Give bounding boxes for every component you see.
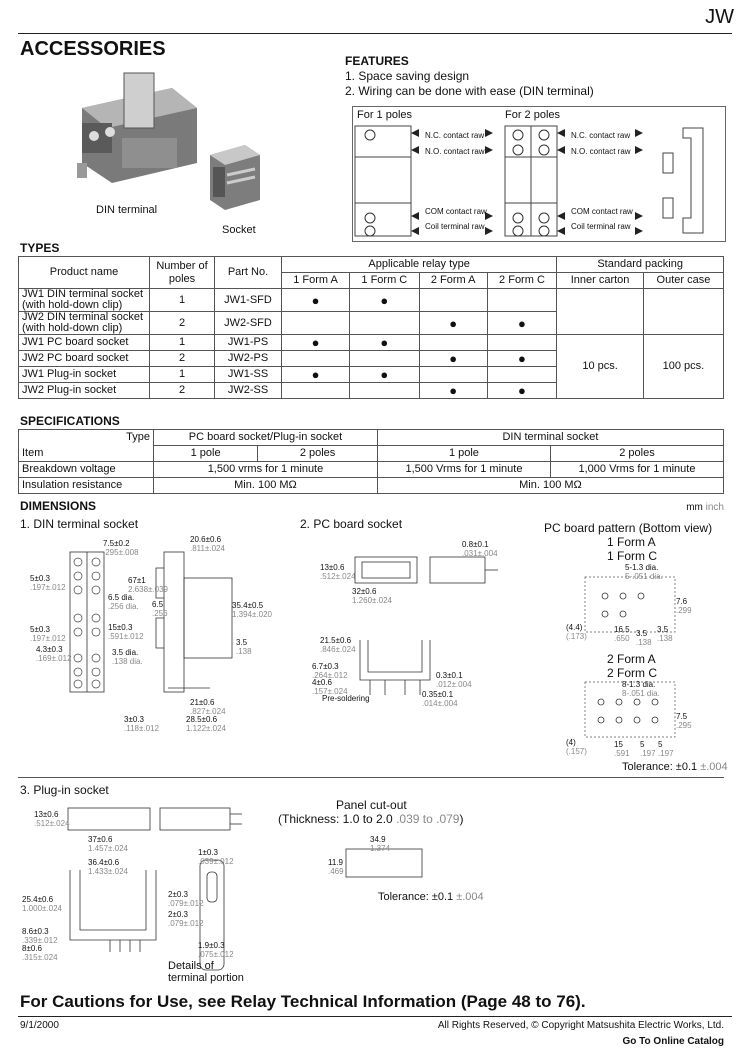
pat-a1: 5-1.3 dia. 5-.051 dia. [625,563,663,581]
online-catalog-link[interactable]: Go To Online Catalog [622,1036,724,1047]
fig2-title: 2. PC board socket [300,517,403,531]
header-rule [18,33,732,34]
features-title: FEATURES [345,54,409,68]
types-poles-cell: 1 [150,335,215,351]
spec-breakdown-din1: 1,500 Vrms for 1 minute [377,462,550,478]
spec-breakdown-label: Breakdown voltage [19,462,154,478]
no-label-2: N.O. contact raw [571,147,631,156]
pat-a3: (4.4) (.173) [566,623,587,641]
types-part-cell: JW2-SS [215,383,282,399]
din-terminal-label: DIN terminal [96,204,158,216]
spec-item-label: Item [19,446,154,462]
spec-pc-1pole: 1 pole [154,446,258,462]
spec-type-label: Type [19,430,154,446]
specs-table [18,429,724,494]
types-packing-blank [643,289,723,335]
types-dot-cell [282,312,350,335]
footer-copyright: All Rights Reserved, © Copyright Matsushita Electric Works, Ltd. [437,1020,724,1031]
types-dot-cell: ● [487,312,557,335]
types-poles-cell: 1 [150,367,215,383]
pat-a4: 16.5 .650 [614,625,630,643]
types-dot-cell [350,383,420,399]
types-dot-cell: ● [419,351,487,367]
pat-b1: 8-1.3 dia. 8-.051 dia. [622,680,660,698]
din-d1: 7.5±0.2 .295±.008 [103,539,139,557]
units-legend [686,502,724,513]
coil-label-1: Coil terminal raw [425,222,485,231]
pat-b2: 7.5 .295 [676,712,692,730]
footer-date: 9/1/2000 [20,1020,59,1031]
pc-p4: 21.5±0.6 .846±.024 [320,636,356,654]
types-poles-cell: 2 [150,351,215,367]
no-label-1: N.O. contact raw [425,147,485,156]
din-d11: 3.5 dia. .138 dia. [112,648,143,666]
spec-din-2poles: 2 poles [550,446,723,462]
types-dot-cell [487,367,557,383]
nc-label-2: N.C. contact raw [571,131,631,140]
din-d15: 28.5±0.6 1.122±.024 [186,715,226,733]
pc-p1: 0.8±0.1 .031±.004 [462,540,498,558]
pat-a6: 3.5 .138 [657,625,673,643]
panel-thickness: (Thickness: 1.0 to 2.0 .039 to .079) [278,812,464,826]
types-part-cell: JW2-PS [215,351,282,367]
types-dot-cell: ● [487,383,557,399]
pat-a5: 3.5 .138 [636,629,652,647]
spec-pc-2poles: 2 poles [258,446,378,462]
types-product-cell: JW2 PC board socket [19,351,150,367]
pattern-title: PC board pattern (Bottom view) [544,521,713,535]
din-d6: 6.5 .256 [152,600,168,618]
pc-p6: 4±0.6 .157±.024 [312,678,348,696]
spec-insulation-din: Min. 100 MΩ [377,478,723,494]
socket-image [205,135,265,215]
fig3-title: 3. Plug-in socket [20,783,109,797]
types-row [19,289,724,312]
types-part-cell: JW1-SFD [215,289,282,312]
th-poles: Number of poles [150,257,215,289]
com-label-1: COM contact raw [425,207,487,216]
coil-label-2: Coil terminal raw [571,222,631,231]
types-dot-cell: ● [282,289,350,312]
types-inner-carton: 10 pcs. [557,335,644,399]
fig1-title: 1. DIN terminal socket [20,517,139,531]
types-outer-case: 100 pcs. [643,335,723,399]
spec-din-group: DIN terminal socket [377,430,723,446]
plug-s1: 13±0.6 .512±.024 [34,810,70,828]
types-poles-cell: 2 [150,312,215,335]
th-1a: 1 Form A [282,273,350,289]
types-dot-cell [282,351,350,367]
panel-title: Panel cut-out [336,798,407,812]
plug-s5: 8.6±0.3 .339±.012 [22,927,58,945]
din-d4: 5±0.3 .197±.012 [30,574,66,592]
th-part: Part No. [215,257,282,289]
types-product-cell: JW1 DIN terminal socket (with hold-down clip) [19,289,150,312]
pattern-2c: 2 Form C [607,666,658,680]
pat-b3: (4) (.157) [566,738,587,756]
pc-p8: 0.35±0.1 .014±.004 [422,690,458,708]
types-dot-cell [350,351,420,367]
types-table [18,256,724,399]
details-label: Details of terminal portion [168,960,244,984]
dimensions-title: DIMENSIONS [20,499,97,513]
spec-breakdown-pc: 1,500 vrms for 1 minute [154,462,378,478]
pattern-2a: 2 Form A [607,652,656,666]
din-d5: 6.5 dia. .256 dia. [108,593,139,611]
pat-b5: 5 .197 [640,740,656,758]
one-pole-title: For 1 poles [357,109,413,121]
panel-tolerance: Tolerance: ±0.1 ±.004 [378,891,484,903]
socket-label: Socket [222,224,256,236]
types-poles-cell: 2 [150,383,215,399]
types-dot-cell: ● [350,367,420,383]
wiring-diagram [352,106,726,242]
features-list [345,69,594,99]
header-code: JW [705,6,734,28]
plug-s8: 2±0.3 .079±.012 [168,890,204,908]
din-d13: 21±0.6 .827±.024 [190,698,226,716]
din-d2: 20.6±0.6 .811±.024 [190,535,225,553]
cautions-note: For Cautions for Use, see Relay Technical Information (Page 48 to 76). [20,992,586,1011]
th-outer: Outer case [643,273,723,289]
footer-rule [18,1016,732,1017]
types-packing-blank [557,289,644,335]
din-terminal-image [62,68,202,203]
din-d9: 15±0.3 .591±.012 [108,623,144,641]
pc-p5: 6.7±0.3 .264±.012 [312,662,348,680]
th-2c: 2 Form C [487,273,557,289]
nc-label-1: N.C. contact raw [425,131,485,140]
din-d3: 67±1 2.638±.039 [128,576,168,594]
plug-s9: 2±0.3 .079±.012 [168,910,204,928]
din-d14: 3±0.3 .118±.012 [124,715,159,733]
din-d12: 3.5 .138 [236,638,252,656]
types-row [19,335,724,351]
types-dot-cell [487,335,557,351]
types-poles-cell: 1 [150,289,215,312]
types-dot-cell [419,289,487,312]
two-pole-title: For 2 poles [505,109,561,121]
types-dot-cell [419,335,487,351]
types-product-cell: JW1 Plug-in socket [19,367,150,383]
th-packing: Standard packing [557,257,724,273]
types-dot-cell: ● [350,335,420,351]
types-product-cell: JW2 DIN terminal socket (with hold-down clip) [19,312,150,335]
spec-insulation-label: Insulation resistance [19,478,154,494]
th-2a: 2 Form A [419,273,487,289]
spec-breakdown-din2: 1,000 Vrms for 1 minute [550,462,723,478]
types-dot-cell: ● [487,351,557,367]
plug-s10: 1.9±0.3 .075±.012 [198,941,234,959]
spec-insulation-pc: Min. 100 MΩ [154,478,378,494]
plug-s6: 8±0.6 .315±.024 [22,944,58,962]
din-d10: 4.3±0.3 .169±.012 [36,645,72,663]
plug-s7: 1±0.3 .039±.012 [198,848,234,866]
types-dot-cell [487,289,557,312]
wiring-schematic [353,123,725,241]
pc-p3: 32±0.6 1.260±.024 [352,587,392,605]
th-1c: 1 Form C [350,273,420,289]
types-dot-cell [350,312,420,335]
types-part-cell: JW1-PS [215,335,282,351]
th-inner: Inner carton [557,273,644,289]
panel-h: 11.9 .469 [328,858,344,876]
types-dot-cell [419,367,487,383]
pattern-1c: 1 Form C [607,549,658,563]
types-product-cell: JW2 Plug-in socket [19,383,150,399]
types-product-cell: JW1 PC board socket [19,335,150,351]
units-inch: inch [705,502,724,513]
feature-item: 2. Wiring can be done with ease (DIN terminal) [345,84,594,98]
types-dot-cell: ● [282,367,350,383]
pat-b6: 5 .197 [658,740,674,758]
units-mm: mm [686,502,703,513]
divider [18,777,724,778]
types-dot-cell: ● [419,312,487,335]
din-d7: 35.4±0.5 1.394±.020 [232,601,272,619]
pat-a2: 7.6 .299 [676,597,692,615]
plug-s4: 25.4±0.6 1.000±.024 [22,895,62,913]
types-part-cell: JW1-SS [215,367,282,383]
spec-din-1pole: 1 pole [377,446,550,462]
types-dot-cell: ● [419,383,487,399]
pat-b4: 15 .591 [614,740,630,758]
presoldering-label: Pre-soldering [322,694,370,703]
types-part-cell: JW2-SFD [215,312,282,335]
panel-w: 34.9 1.374 [370,835,391,853]
pc-p7: 0.3±0.1 .012±.004 [436,671,472,689]
din-d8: 5±0.3 .197±.012 [30,625,66,643]
accessories-title: ACCESSORIES [20,38,166,60]
th-product: Product name [19,257,150,289]
th-relay-type: Applicable relay type [282,257,557,273]
pattern-1a: 1 Form A [607,535,656,549]
feature-item: 1. Space saving design [345,69,470,83]
plug-s3: 36.4±0.6 1.433±.024 [88,858,128,876]
specs-title: SPECIFICATIONS [20,414,120,428]
types-dot-cell: ● [282,335,350,351]
plug-s2: 37±0.6 1.457±.024 [88,835,128,853]
types-dot-cell: ● [350,289,420,312]
com-label-2: COM contact raw [571,207,633,216]
pattern-tolerance: Tolerance: ±0.1 ±.004 [622,761,728,773]
types-dot-cell [282,383,350,399]
spec-pc-group: PC board socket/Plug-in socket [154,430,378,446]
types-title: TYPES [20,241,60,255]
pc-p2: 13±0.6 .512±.024 [320,563,356,581]
